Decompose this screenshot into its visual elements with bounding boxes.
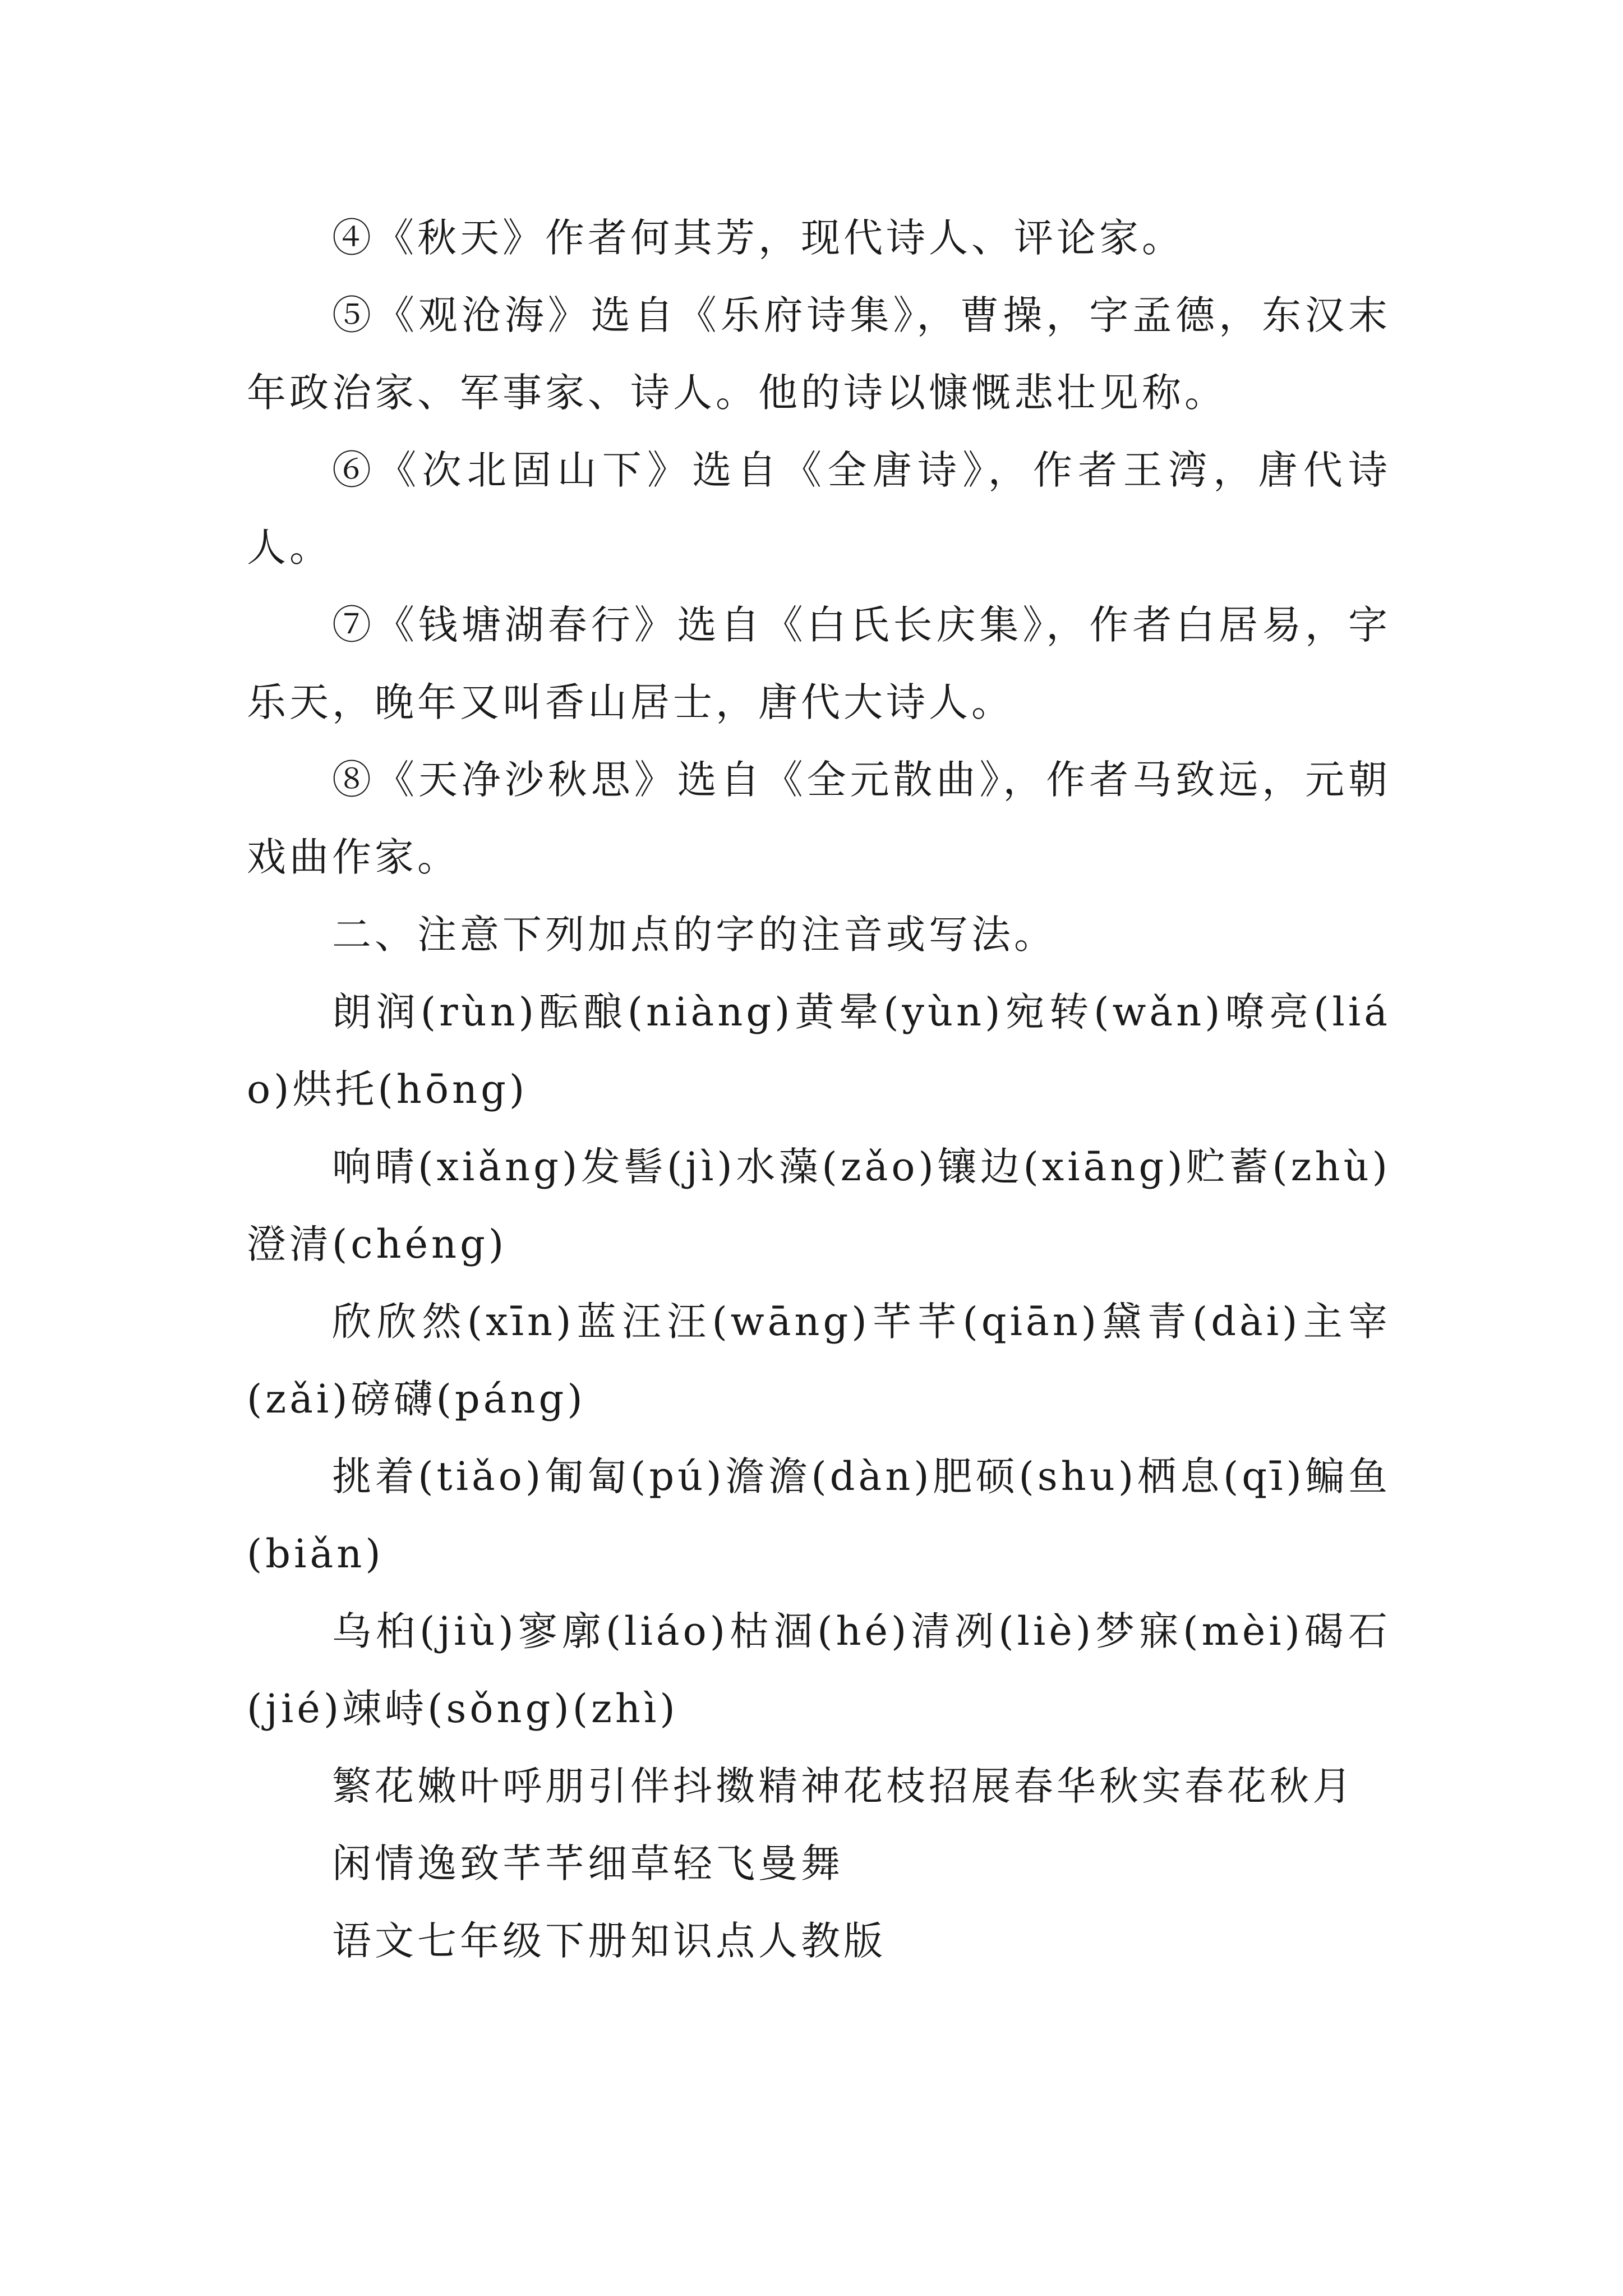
paragraph-tian-jing-sha: ⑧《天净沙秋思》选自《全元散曲》，作者马致远，元朝戏曲作家。	[247, 757, 1391, 880]
pinyin-list-1: 朗润(rùn)酝酿(niàng)黄晕(yùn)宛转(wǎn)嘹亮(liáo)烘托(hōng)	[247, 989, 1391, 1112]
pinyin-list-4: 挑着(tiǎo)匍匐(pú)澹澹(dàn)肥硕(shu)栖息(qī)鳊鱼(biǎn)	[247, 1453, 1391, 1577]
idiom-list-1: 繁花嫩叶呼朋引伴抖擞精神花枝招展春华秋实春花秋月	[332, 1763, 1355, 1809]
paragraph-guan-cang-hai: ⑤《观沧海》选自《乐府诗集》，曹操，字孟德，东汉末年政治家、军事家、诗人。他的诗以慷慨悲壮见称。	[247, 292, 1391, 416]
pinyin-list-5: 乌桕(jiù)寥廓(liáo)枯涸(hé)清冽(liè)梦寐(mèi)碣石(jié)竦峙(sǒng)(zhì)	[247, 1608, 1391, 1732]
closing-title: 语文七年级下册知识点人教版	[332, 1918, 886, 1964]
idiom-list-2: 闲情逸致芊芊细草轻飞曼舞	[332, 1841, 843, 1887]
section-heading-pronunciation: 二、注意下列加点的字的注音或写法。	[332, 912, 1057, 958]
document-body	[247, 199, 1391, 1980]
pinyin-list-3: 欣欣然(xīn)蓝汪汪(wāng)芊芊(qiān)黛青(dài)主宰(zǎi)磅礴(páng)	[247, 1299, 1391, 1422]
paragraph-autumn-author: ④《秋天》作者何其芳，现代诗人、评论家。	[332, 215, 1184, 261]
pinyin-list-2: 响晴(xiǎng)发髻(jì)水藻(zǎo)镶边(xiāng)贮蓄(zhù)澄清(chéng)	[247, 1144, 1391, 1267]
paragraph-ci-bei-gu-shan-xia: ⑥《次北固山下》选自《全唐诗》，作者王湾，唐代诗人。	[247, 447, 1391, 570]
paragraph-qian-tang-hu-chun-xing: ⑦《钱塘湖春行》选自《白氏长庆集》，作者白居易，字乐天，晚年又叫香山居士，唐代大诗人。	[247, 602, 1391, 725]
